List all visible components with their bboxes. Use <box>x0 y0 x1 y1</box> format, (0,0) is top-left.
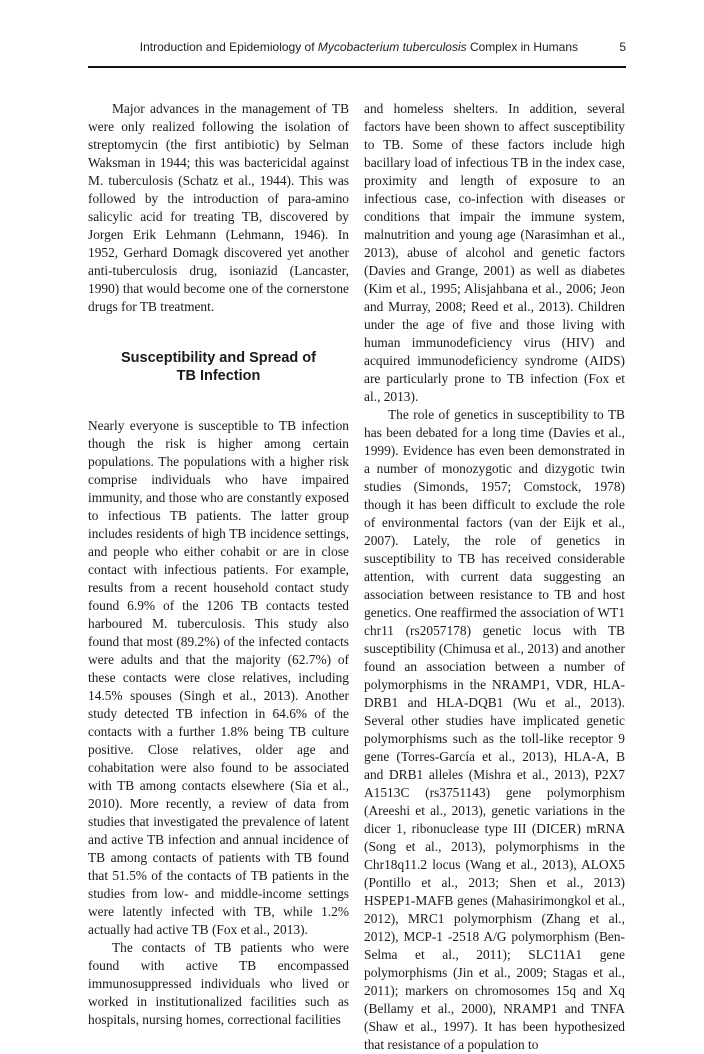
paragraph-contacts: The contacts of TB patients who were found with active TB encompassed immunosuppressed individuals who lived or worked in institutionalized facilities such as hospitals, nursing homes, correctional facilities <box>88 940 349 1027</box>
header-rule <box>88 66 626 68</box>
section-heading-line1: Susceptibility and Spread of <box>121 350 316 366</box>
section-heading <box>88 349 349 385</box>
running-header <box>88 38 626 60</box>
right-column <box>364 100 625 1054</box>
running-title <box>140 40 578 54</box>
running-title-text: Introduction and Epidemiology of <box>139 40 318 54</box>
running-title-italic: Mycobacterium tuberculosis <box>317 40 467 54</box>
left-column <box>88 100 349 1029</box>
page-number: 5 <box>619 40 626 54</box>
section-heading-line2: TB Infection <box>176 368 261 384</box>
paragraph-risk-factors: and homeless shelters. In addition, several factors have been shown to affect susceptibility to TB. Some of these factors include high bacillary load of infectious TB in the index case, proximity and length of exposure to an infectious case, co-infection with diseases or conditions that impair the immune system, malnutrition and young age (Narasimhan et al., 2013), abuse of alcohol and genetic factors (Davies and Grange, 2001) as well as diabetes (Kim et al., 1995; Alisjahbana et al., 2006; Jeon and Murray, 2008; Reed et al., 2013). Children under the age of five and those living with human immunodeficiency virus (HIV) and acquired immunodeficiency syndrome (AIDS) are particularly prone to TB infection (Fox et al., 2013). <box>364 101 625 404</box>
paragraph-drug-history: Major advances in the management of TB were only realized following the isolation of streptomycin (the first antibiotic) by Selman Waksman in 1944; this was bactericidal against M. tuberculosis (Schatz et al., 1944). This was followed by the introduction of para-amino salicylic acid for treating TB, discovered by Jorgen Erik Lehmann (Lehmann, 1946). In 1952, Gerhard Domagk discovered yet another anti-tuberculosis drug, isoniazid (Lancaster, 1990) that would become one of the cornerstone drugs for TB treatment. <box>88 101 349 314</box>
paragraph-susceptibility: Nearly everyone is susceptible to TB infection though the risk is higher among certain populations. The populations with a higher risk comprise individuals who have impaired immunity, and those who are constantly exposed to infectious TB patients. The latter group includes residents of high TB incidence settings, and people who either cohabit or are in close contact with infectious patients. For example, results from a recent household contact study found 6.9% of the 1206 TB contacts tested harboured M. tuberculosis. This study also found that most (89.2%) of the infected contacts were adults and that the majority (62.7%) of these contacts were close relatives, including 14.5% spouses (Singh et al., 2013). Another study detected TB infection in 64.6% of the contacts with a further 1.8% being TB culture positive. Close relatives, older age and cohabitation were also found to be associated with TB among contacts elsewhere (Sia et al., 2010). More recently, a review of data from studies that investigated the prevalence of latent and active TB infection and annual incidence of TB among contacts of patients with TB found that 51.5% of the contacts of TB patients in the studies from low- and middle-income settings were latently infected with TB, while 1.2% actually had active TB (Fox et al., 2013). <box>88 418 349 937</box>
running-title-text-end: Complex in Humans <box>466 40 578 54</box>
paragraph-genetics: The role of genetics in susceptibility to TB has been debated for a long time (Davies et al., 1999). Evidence has even been demonstrated in a number of monozygotic and dizygotic twin studies (Simonds, 1957; Comstock, 1978) though it has been difficult to exclude the role of environmental factors (van der Eijk et al., 2007). Lately, the role of genetics in susceptibility to TB has received considerable attention, with current data suggesting an association between resistance to TB and host genetics. One reaffirmed the association of WT1 chr11 (rs2057178) genetic locus with TB susceptibility (Chimusa et al., 2013) and another found an association between a number of polymorphisms in the NRAMP1, VDR, HLA-DRB1 and HLA-DQB1 (Wu et al., 2013). Several other studies have implicated genetic polymorphisms such as the toll-like receptor 9 gene (Torres-García et al., 2013), HLA-A, B and DRB1 alleles (Mishra et al., 2013), P2X7 A1513C (rs3751143) gene polymorphism (Areeshi et al., 2013), genetic variations in the dicer 1, ribonuclease type III (DICER) mRNA (Song et al., 2013), polymorphisms in the Chr18q11.2 locus (Wang et al., 2013), ALOX5 (Pontillo et al., 2013; Shen et al., 2013) HSPEP1-MAFB genes (Mahasirimongkol et al., 2012), MRC1 polymorphism (Zhang et al., 2012), MCP-1 -2518 A/G polymorphism (Ben-Selma et al., 2011); SLC11A1 gene polymorphisms (Jin et al., 2009; Stagas et al., 2011); markers on chromosomes 15q and Xq (Bellamy et al., 2000), NRAMP1 and TNFA (Shaw et al., 1997). It has been hypothesized that resistance of a population to <box>364 407 625 1052</box>
